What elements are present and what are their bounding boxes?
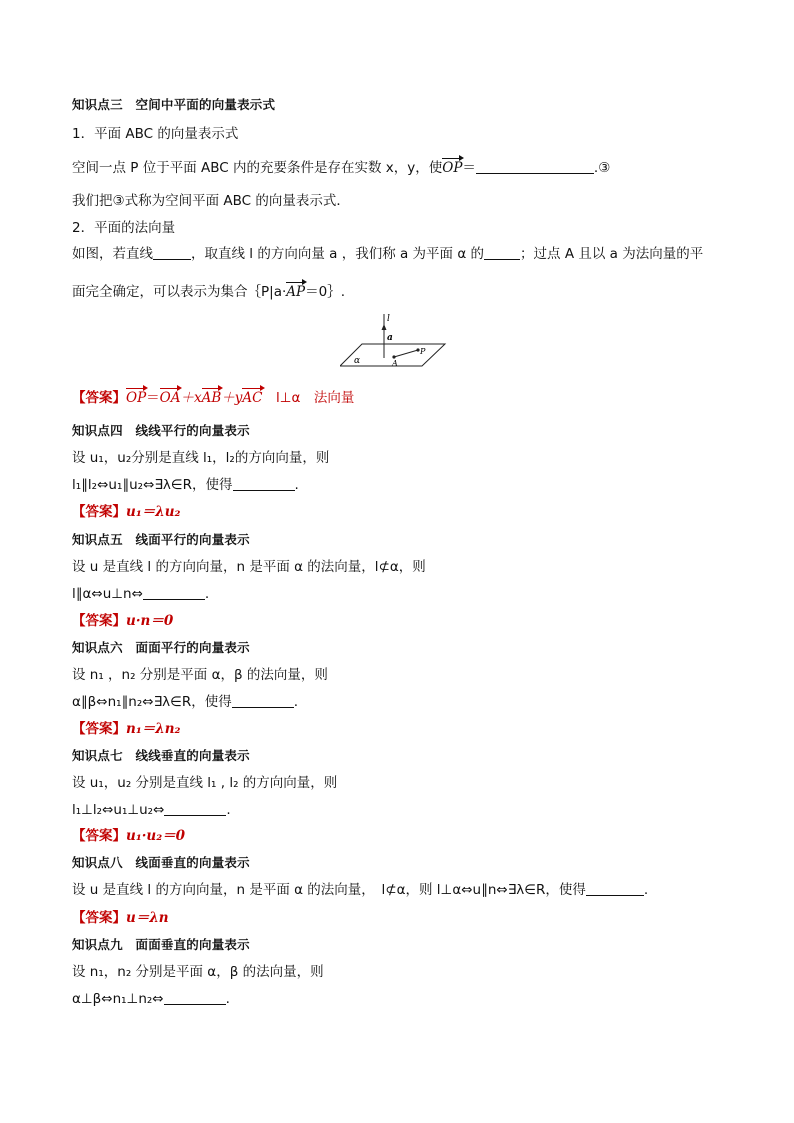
kp5-heading: 知识点五 线面平行的向量表示 <box>72 532 250 547</box>
kp3-p4 <box>72 282 345 302</box>
kp7-answer <box>72 826 185 846</box>
blank-2 <box>153 245 191 260</box>
kp8-answer-value: u＝λn <box>126 910 169 926</box>
answer-label: 【答案】 <box>72 721 126 737</box>
kp8-p1-end: . <box>643 882 649 898</box>
vector-ab: AB <box>201 390 222 406</box>
kp7-answer-value: u₁·u₂＝0 <box>126 828 186 844</box>
answer-label: 【答案】 <box>72 828 126 844</box>
vector-ap: AP <box>286 284 306 300</box>
kp9-p1: 设 n₁，n₂ 分别是平面 α，β 的法向量，则 <box>72 964 324 980</box>
kp5-answer <box>72 611 173 631</box>
answer-rest: l⊥α 法向量 <box>262 390 355 406</box>
kp6-answer <box>72 719 180 739</box>
blank-7 <box>164 801 226 816</box>
kp5-answer-value: u·n＝0 <box>126 613 174 629</box>
kp8-p1-text: 设 u 是直线 l 的方向向量，n 是平面 α 的法向量， l⊄α，则 l⊥α⇔u∥n⇔∃λ∈R，使得 <box>72 882 586 898</box>
kp5-p2-text: l∥α⇔u⊥n⇔ <box>72 586 143 602</box>
vector-a-arrow <box>382 324 387 330</box>
kp6-heading: 知识点六 面面平行的向量表示 <box>72 640 250 655</box>
label-P: P <box>420 347 426 356</box>
kp4-p1: 设 u₁，u₂分别是直线 l₁，l₂的方向向量，则 <box>72 450 330 466</box>
kp9-heading: 知识点九 面面垂直的向量表示 <box>72 937 250 952</box>
kp7-p2-text: l₁⊥l₂⇔u₁⊥u₂⇔ <box>72 802 165 818</box>
blank-5 <box>143 585 205 600</box>
kp5-p2 <box>72 584 209 604</box>
plane-normal-figure <box>340 312 450 370</box>
vector-op-ans: OP <box>126 390 147 406</box>
kp3-p3-c: ；过点 A 且以 a 为法向量的平 <box>520 246 704 262</box>
label-l: l <box>387 314 390 324</box>
kp7-p1: 设 u₁，u₂ 分别是直线 l₁ , l₂ 的方向向量，则 <box>72 775 338 791</box>
answer-eq: ＝ <box>146 390 160 406</box>
label-A: A <box>392 359 398 368</box>
kp3-p2: 我们把③式称为空间平面 ABC 的向量表示式． <box>72 193 350 209</box>
kp3-answer <box>72 388 354 408</box>
kp3-p3 <box>72 244 703 264</box>
kp7-p2 <box>72 800 231 820</box>
kp5-p2-end: . <box>204 586 210 602</box>
vector-oa: OA <box>159 390 181 406</box>
kp4-p2-end: . <box>294 477 299 493</box>
answer-label: 【答案】 <box>72 390 126 406</box>
blank-9 <box>164 990 226 1005</box>
kp8-heading: 知识点八 线面垂直的向量表示 <box>72 855 250 870</box>
answer-label: 【答案】 <box>72 613 126 629</box>
blank-4 <box>233 476 295 491</box>
kp4-heading: 知识点四 线线平行的向量表示 <box>72 423 250 438</box>
kp6-p2-text: α∥β⇔n₁∥n₂⇔∃λ∈R，使得 <box>72 694 232 710</box>
kp3-sub1: 1．平面 ABC 的向量表示式 <box>72 126 239 142</box>
kp4-p2-text: l₁∥l₂⇔u₁∥u₂⇔∃λ∈R，使得 <box>72 477 233 493</box>
vector-op: OP <box>442 160 463 176</box>
blank-8 <box>586 881 644 896</box>
kp9-p2 <box>72 989 230 1009</box>
kp3-sub2: 2．平面的法向量 <box>72 220 176 236</box>
kp3-p1-end: .③ <box>593 160 611 176</box>
kp3-p1-text: 空间一点 P 位于平面 ABC 内的充要条件是存在实数 x，y，使 <box>72 160 443 176</box>
kp3-p1-eq: ＝ <box>462 160 476 176</box>
blank-6 <box>232 693 294 708</box>
kp3-answer-value <box>126 390 354 406</box>
answer-plus-y: ＋y <box>221 390 243 406</box>
kp6-p1: 设 n₁ ，n₂ 分别是平面 α，β 的法向量，则 <box>72 667 328 683</box>
kp9-p2-text: α⊥β⇔n₁⊥n₂⇔ <box>72 991 164 1007</box>
answer-label: 【答案】 <box>72 504 126 520</box>
kp6-p2 <box>72 692 298 712</box>
kp3-p3-b: ，取直线 l 的方向向量 a ，我们称 a 为平面 α 的 <box>191 246 485 262</box>
kp3-p1 <box>72 158 610 178</box>
kp3-p4-a: 面完全确定，可以表示为集合｛P|a· <box>72 284 287 300</box>
segment-ap <box>394 350 418 357</box>
kp8-p1 <box>72 880 648 900</box>
label-alpha: α <box>354 356 361 366</box>
kp4-p2 <box>72 475 299 495</box>
label-a: a <box>387 333 393 343</box>
kp3-p4-b: ＝0｝. <box>305 284 345 300</box>
answer-plus-x: ＋x <box>180 390 202 406</box>
kp8-answer <box>72 908 169 928</box>
kp3-heading: 知识点三 空间中平面的向量表示式 <box>72 97 276 112</box>
kp4-answer <box>72 502 180 522</box>
kp3-p3-a: 如图，若直线 <box>72 246 153 262</box>
blank-3 <box>484 245 520 260</box>
blank-1 <box>476 159 594 174</box>
kp6-p2-end: . <box>293 694 299 710</box>
kp4-answer-value: u₁＝λu₂ <box>126 504 181 520</box>
kp7-p2-end: . <box>226 802 231 818</box>
kp6-answer-value: n₁＝λn₂ <box>126 721 181 737</box>
kp9-p2-end: . <box>225 991 230 1007</box>
answer-label: 【答案】 <box>72 910 126 926</box>
kp5-p1: 设 u 是直线 l 的方向向量，n 是平面 α 的法向量，l⊄α，则 <box>72 559 426 575</box>
kp7-heading: 知识点七 线线垂直的向量表示 <box>72 748 250 763</box>
vector-ac: AC <box>242 390 263 406</box>
